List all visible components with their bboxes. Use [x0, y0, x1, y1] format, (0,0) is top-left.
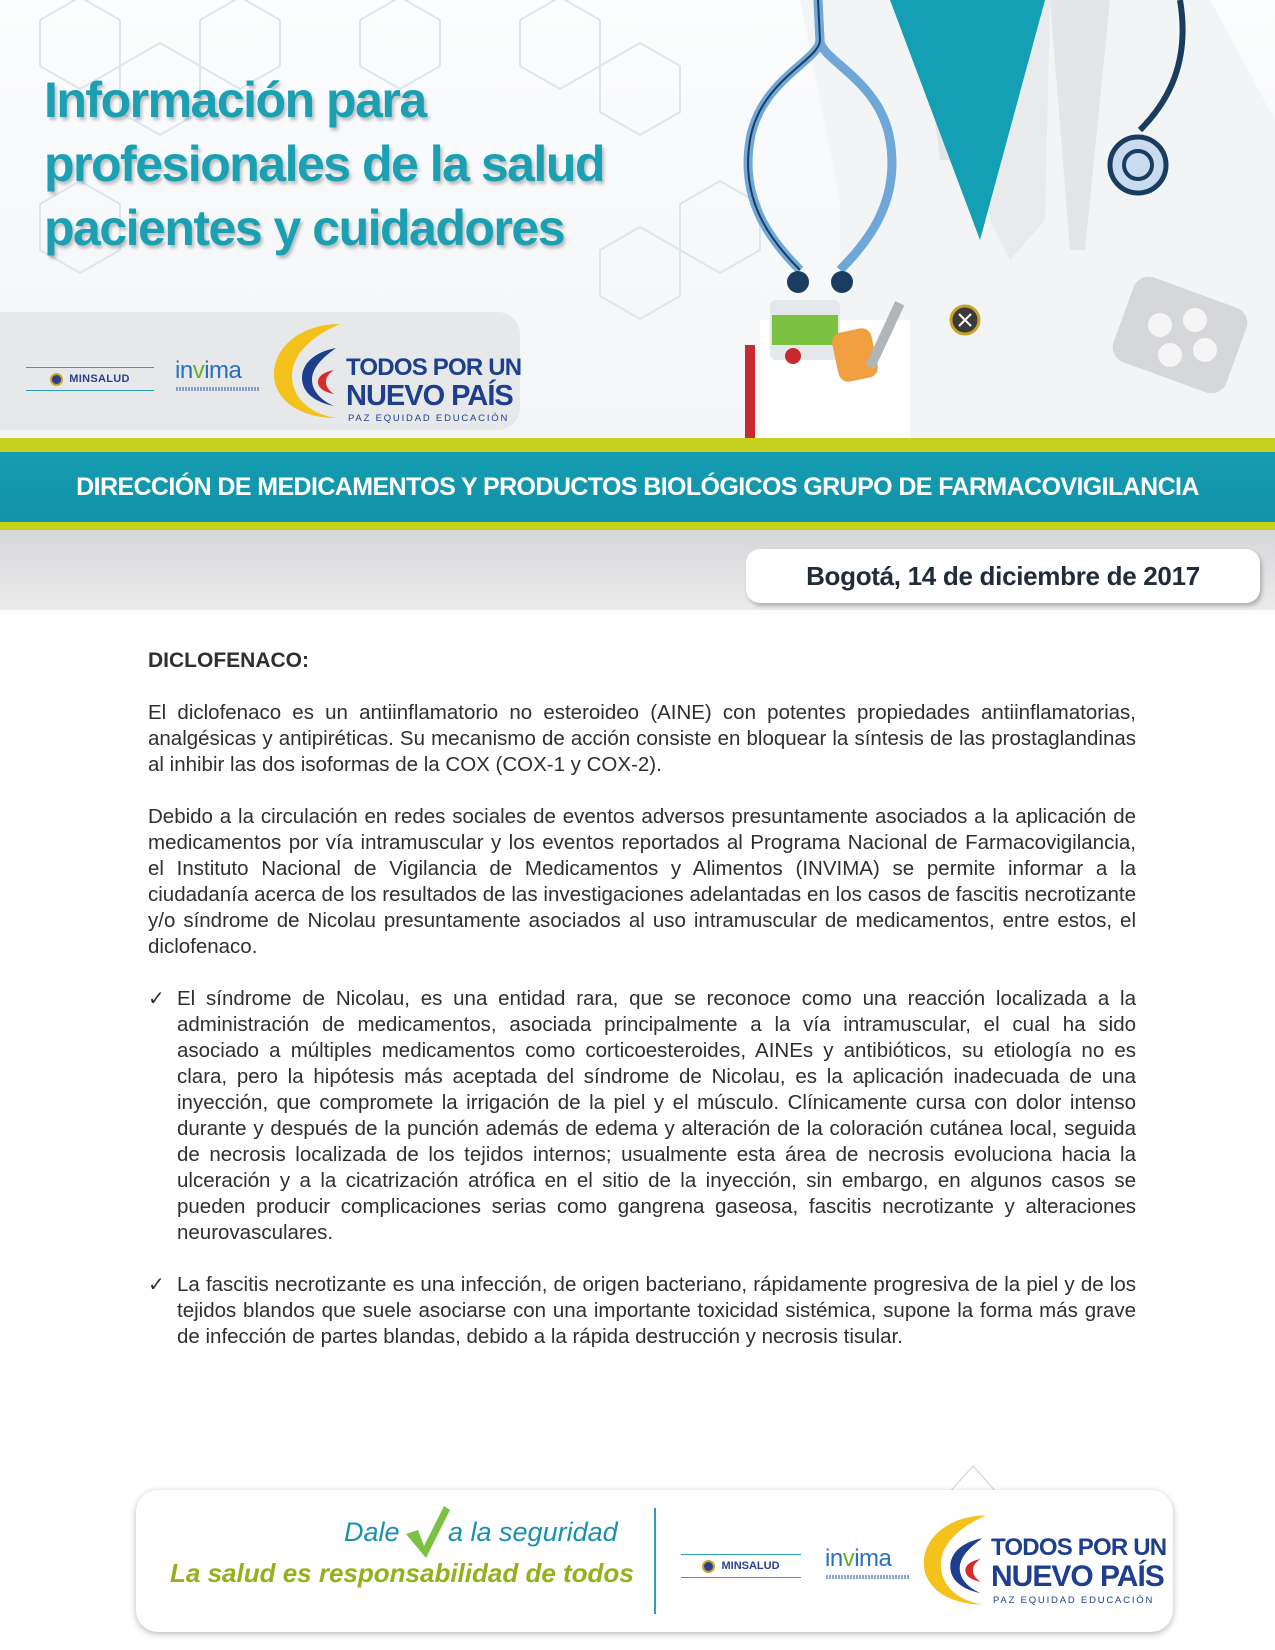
- header-title-line-2: profesionales de la salud: [44, 136, 604, 192]
- invima-v: v: [192, 357, 205, 384]
- todos-por-un-nuevo-pais-swirl-icon: [270, 318, 344, 424]
- bullet-item: [148, 1272, 1136, 1350]
- invima-v: v: [842, 1545, 855, 1572]
- bullet-item: [148, 986, 1136, 1246]
- doctor-stethoscope-illustration: [690, 0, 1275, 440]
- footer-tpnp-line-1: TODOS POR UN: [991, 1534, 1167, 1561]
- date-label: Bogotá, 14 de diciembre de 2017: [746, 549, 1260, 603]
- green-checkmark-icon: [404, 1504, 450, 1560]
- coat-of-arms-icon: [702, 1560, 715, 1573]
- minsalud-logo: [26, 367, 154, 391]
- section-heading: DICLOFENACO:: [148, 649, 309, 672]
- invima-prefix: in: [175, 357, 193, 384]
- page-footer: [136, 1490, 1173, 1632]
- department-banner-text: DIRECCIÓN DE MEDICAMENTOS Y PRODUCTOS BIOLÓGICOS GRUPO DE FARMACOVIGILANCIA: [76, 472, 1199, 501]
- checkmark-icon: ✓: [148, 1274, 165, 1296]
- footer-tpnp-line-2: NUEVO PAÍS: [991, 1560, 1164, 1593]
- footer-dale-text: Dale: [344, 1517, 400, 1547]
- invima-prefix: in: [825, 1545, 843, 1572]
- footer-invima-tagline-decoration: [826, 1575, 910, 1579]
- tpnp-line-2: NUEVO PAÍS: [346, 380, 513, 412]
- footer-invima-logo: [825, 1545, 891, 1573]
- footer-divider: [654, 1508, 656, 1614]
- footer-tpnp-line-3: PAZ EQUIDAD EDUCACIÓN: [993, 1595, 1155, 1606]
- footer-minsalud-logo: [681, 1554, 801, 1578]
- checkmark-icon: ✓: [148, 988, 165, 1010]
- footer-slogan: La salud es responsabilidad de todos: [170, 1558, 634, 1588]
- department-banner: [0, 452, 1275, 522]
- document-body: [148, 648, 1136, 1376]
- tpnp-line-3: PAZ EQUIDAD EDUCACIÓN: [348, 413, 510, 424]
- coat-of-arms-icon: [50, 373, 63, 386]
- tpnp-line-1: TODOS POR UN: [346, 354, 522, 381]
- footer-tpnp-swirl-icon: [920, 1504, 990, 1616]
- footer-minsalud-label: MINSALUD: [721, 1560, 780, 1572]
- bullet-text-nicolau: El síndrome de Nicolau, es una entidad rara, que se reconoce como una reacción localizada a la administración de medicamentos, asociada principalmente a la vía intramuscular, el cual ha sido asociado a múltiples medicamentos como corticoesteroides, AINEs y antibióticos, su etiología no es clara, pero la hipótesis más aceptada del síndrome de Nicolau, es la aplicación inadecuada de una inyección, que compromete la irrigación de la piel y el músculo. Clínicamente cursa con dolor intenso durante y después de la punción además de edema y alteración de la coloración cutánea local, seguida de necrosis localizada de los tejidos internos; usualmente esta área de necrosis evoluciona hacia la ulceración y a la cicatrización atrófica en el sitio de la inyección, sin embargo, en algunos casos se pueden producir complicaciones serias como gangrena gaseosa, fascitis necrotizante y alteraciones neurovasculares.: [177, 987, 1136, 1244]
- invima-suffix: ima: [204, 357, 242, 384]
- bullet-text-fascitis: La fascitis necrotizante es una infección, de origen bacteriano, rápidamente progresiva de la piel y de los tejidos blandos que suele asociarse con una importante toxicidad sistémica, supone la forma más grave de infección de partes blandas, debido a la rápida destrucción y necrosis tisular.: [177, 1273, 1136, 1348]
- footer-seguridad-text: a la seguridad: [448, 1517, 618, 1547]
- header-title-line-1: Información para: [44, 72, 426, 128]
- page-header: [0, 0, 1275, 440]
- header-title-line-3: pacientes y cuidadores: [44, 200, 565, 256]
- institutional-logos-panel: [0, 312, 520, 430]
- header-title: [44, 68, 744, 260]
- invima-tagline-decoration: [176, 387, 260, 391]
- banner-top-stripe: [0, 438, 1275, 452]
- invima-suffix: ima: [854, 1545, 892, 1572]
- minsalud-label: MINSALUD: [69, 373, 130, 385]
- banner-bottom-stripe: [0, 522, 1275, 530]
- paragraph-context: Debido a la circulación en redes sociales de eventos adversos presuntamente asociados a la aplicación de medicamentos por vía intramuscular y los eventos reportados al Programa Nacional de Farmacovigilancia, el Instituto Nacional de Vigilancia de Medicamentos y Alimentos (INVIMA) se permite informar a la ciudadanía acerca de los resultados de las investigaciones adelantadas en los casos de fascitis necrotizante y/o síndrome de Nicolau presuntamente asociados al uso intramuscular de medicamentos, entre estos, el diclofenaco.: [148, 805, 1136, 958]
- invima-logo: [175, 357, 241, 385]
- paragraph-definition: El diclofenaco es un antiinflamatorio no esteroideo (AINE) con potentes propiedades antiinflamatorias, analgésicas y antipiréticas. Su mecanismo de acción consiste en bloquear la síntesis de las prostaglandinas al inhibir las dos isoformas de la COX (COX-1 y COX-2).: [148, 701, 1136, 776]
